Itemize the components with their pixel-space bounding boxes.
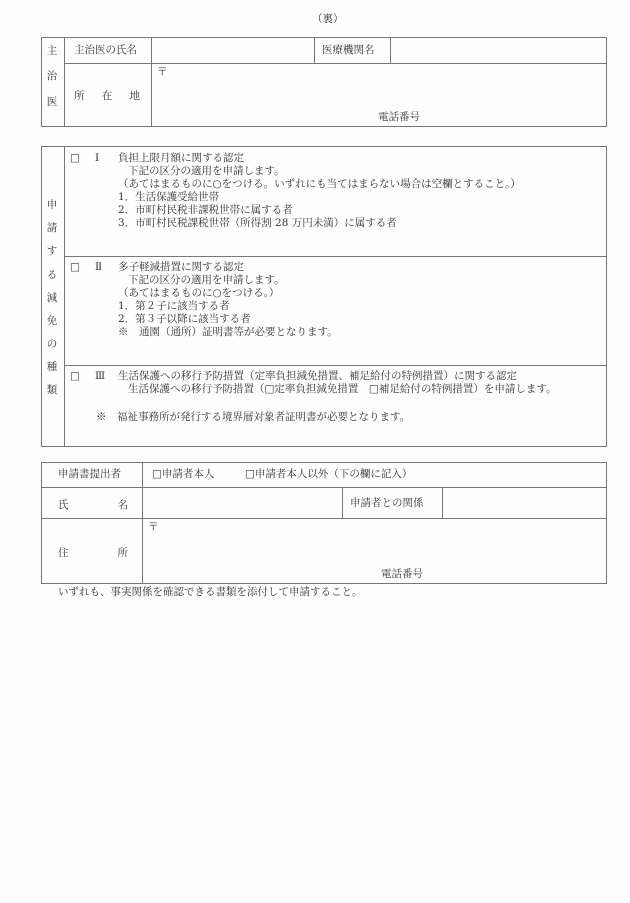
item-3-application-line[interactable]: 生活保護への移行予防措置（□定率負担減免措置 □補足給付の特例措置）を申請します。: [128, 383, 557, 395]
submitter-option-other[interactable]: □申請者本人以外（下の欄に記入）: [245, 468, 413, 480]
item-2-title: 多子軽減措置に関する認定: [118, 261, 244, 273]
item-3-note: ※ 福祉事務所が発行する境界層対象者証明書が必要となります。: [96, 411, 411, 423]
item-2-checkbox[interactable]: □: [70, 261, 80, 273]
doctor-section-label-1: 主: [46, 45, 58, 57]
item-2-note: ※ 通園（通所）証明書等が必要となります。: [118, 326, 338, 338]
item-1-option-1[interactable]: 1．生活保護受給世帯: [118, 191, 220, 203]
doctor-name-label: 主治医の氏名: [74, 44, 137, 56]
item-2-option-2[interactable]: 2．第３子以降に該当する者: [118, 313, 251, 325]
submitter-label: 申請書提出者: [58, 468, 121, 480]
doctor-address-field[interactable]: [172, 66, 602, 106]
doctor-address-label: 所 在 地: [74, 90, 140, 102]
doctor-section-label-2: 治: [46, 70, 58, 82]
doctor-name-field[interactable]: [155, 40, 310, 60]
applicant-postal-mark: 〒: [148, 521, 159, 533]
item-2-option-1[interactable]: 1．第２子に該当する者: [118, 300, 230, 312]
doctor-phone-label: 電話番号: [378, 111, 420, 123]
applicant-name-field[interactable]: [146, 490, 338, 515]
institution-field[interactable]: [394, 40, 602, 60]
page-side-title: （裏）: [312, 13, 344, 25]
applicant-address-label: 住 所: [58, 547, 128, 559]
postal-mark: 〒: [157, 66, 168, 78]
item-3-checkbox[interactable]: □: [70, 370, 80, 382]
item-1-option-3[interactable]: 3．市町村民税課税世帯（所得割 28 万円未満）に属する者: [118, 217, 397, 229]
applicant-address-field[interactable]: [162, 521, 602, 563]
item-1-title: 負担上限月額に関する認定: [118, 152, 244, 164]
footer-note: いずれも、事実関係を確認できる書類を添付して申請すること。: [58, 586, 363, 598]
doctor-phone-field[interactable]: [430, 109, 600, 125]
relation-label: 申請者との関係: [350, 497, 424, 509]
item-1-checkbox[interactable]: □: [70, 152, 80, 164]
item-3-title: 生活保護への移行予防措置（定率負担減免措置、補足給付の特例措置）に関する認定: [118, 370, 517, 382]
item-1-numeral: Ⅰ: [95, 152, 100, 164]
item-2-numeral: Ⅱ: [95, 261, 103, 273]
institution-label: 医療機関名: [322, 44, 375, 56]
applicant-phone-label: 電話番号: [381, 568, 423, 580]
doctor-section-label-3: 医: [46, 96, 58, 108]
item-1-option-2[interactable]: 2．市町村民税非課税世帯に属する者: [118, 204, 293, 216]
relation-field[interactable]: [446, 490, 602, 515]
applicant-phone-field[interactable]: [432, 566, 602, 582]
applicant-name-label: 氏 名: [58, 499, 128, 511]
submitter-option-self[interactable]: □申請者本人: [152, 468, 215, 480]
item-3-numeral: Ⅲ: [95, 370, 106, 382]
